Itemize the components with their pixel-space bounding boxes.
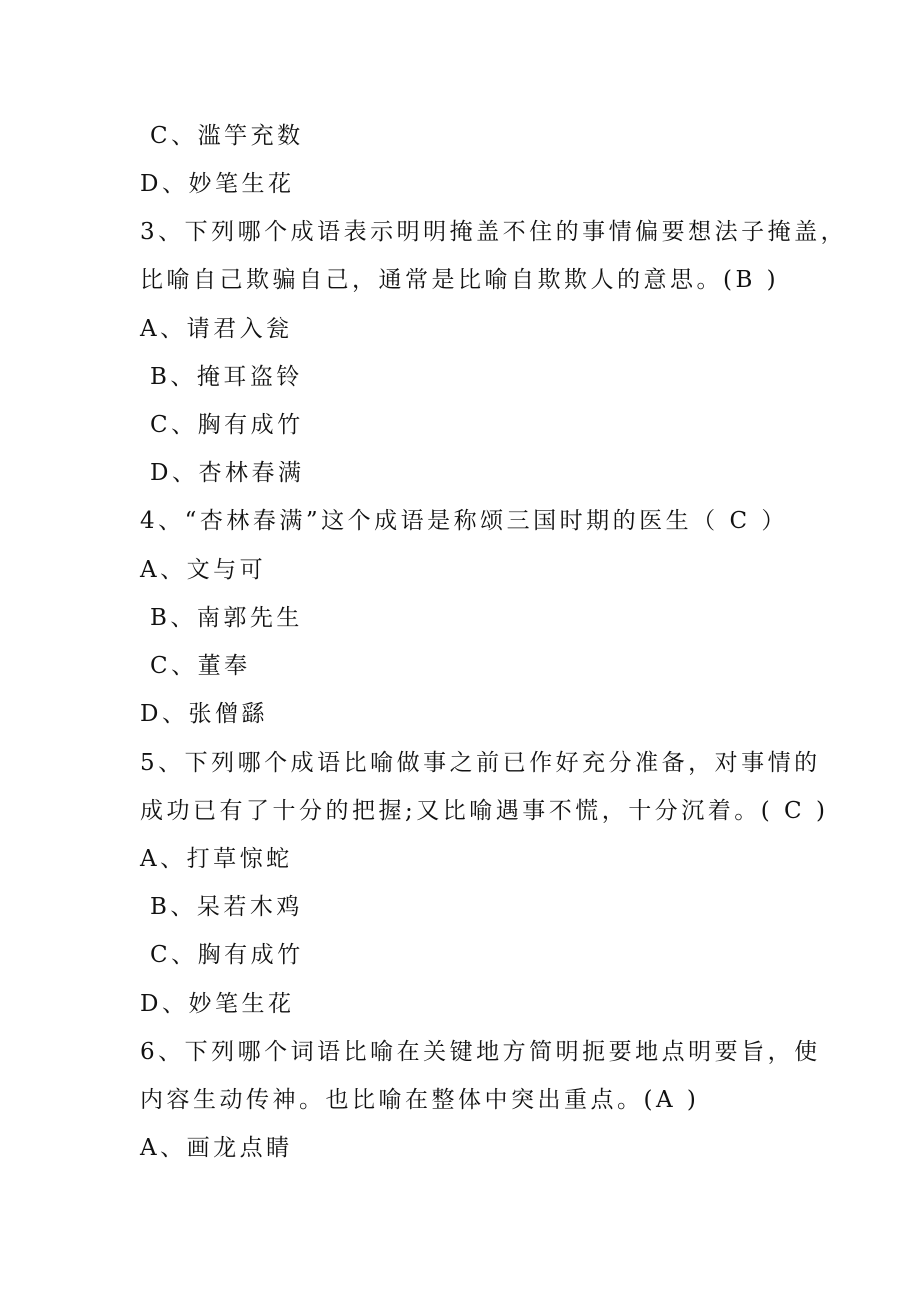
option-d-q3: D、杏林春满 [150,460,305,486]
option-d-q5: D、妙笔生花 [140,991,295,1017]
question-5-line-2: 成功已有了十分的把握;又比喻遇事不慌，十分沉着。( C ) [140,798,829,824]
option-b-q3: B、掩耳盗铃 [150,364,303,390]
option-c-q5: C、胸有成竹 [150,942,304,968]
option-d-q4: D、张僧繇 [140,701,268,727]
option-a-q5: A、打草惊蛇 [140,846,293,872]
option-c-q3: C、胸有成竹 [150,412,304,438]
question-6-line-2: 内容生动传神。也比喻在整体中突出重点。(A ) [140,1087,700,1113]
option-a-q4: A、文与可 [140,557,267,583]
option-b-q4: B、南郭先生 [150,605,303,631]
option-a-q3: A、请君入瓮 [140,316,293,342]
question-3-line-1: 3、下列哪个成语表示明明掩盖不住的事情偏要想法子掩盖， [140,219,848,245]
question-3-line-2: 比喻自己欺骗自己，通常是比喻自欺欺人的意思。(B ) [140,267,780,293]
question-5-line-1: 5、下列哪个成语比喻做事之前已作好充分准备，对事情的 [140,750,821,776]
option-c-q2: C、滥竽充数 [150,123,304,149]
question-4: 4、“杏林春满”这个成语是称颂三国时期的医生（ C ） [140,508,788,534]
option-b-q5: B、呆若木鸡 [150,894,303,920]
option-c-q4: C、董奉 [150,653,251,679]
option-a-q6: A、画龙点睛 [140,1135,293,1161]
question-6-line-1: 6、下列哪个词语比喻在关键地方简明扼要地点明要旨，使 [140,1039,821,1065]
option-d-q2: D、妙笔生花 [140,171,295,197]
